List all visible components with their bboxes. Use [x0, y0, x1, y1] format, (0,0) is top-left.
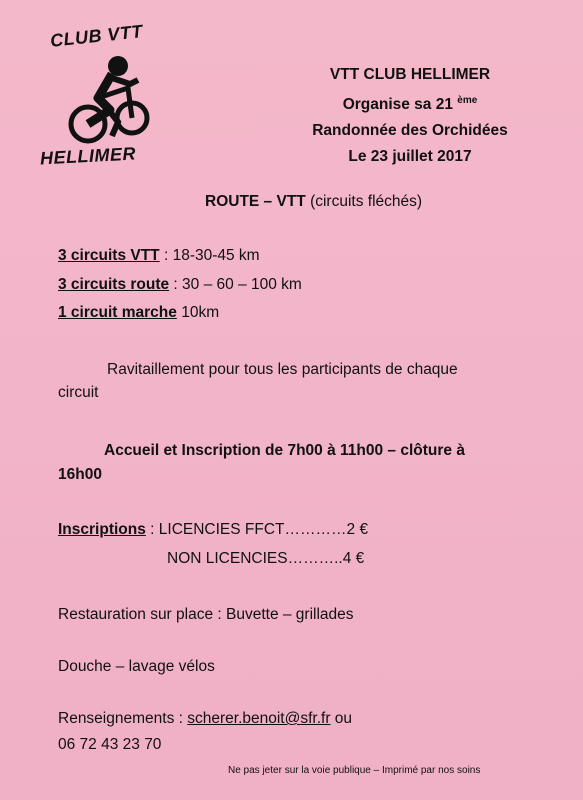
circuit-label: 3 circuits VTT — [58, 247, 160, 264]
renseignements — [58, 710, 352, 728]
email-link[interactable]: scherer.benoit@sfr.fr — [187, 710, 331, 727]
subtitle-rest: (circuits fléchés) — [305, 193, 423, 210]
inscriptions-line1 — [58, 521, 368, 539]
circuit-value: : 30 – 60 – 100 km — [169, 276, 302, 293]
mountain-biker-icon — [68, 52, 153, 147]
accueil-line1: Accueil et Inscription de 7h00 à 11h00 – clôture à — [104, 442, 465, 459]
edition-sup: ème — [457, 95, 478, 106]
inscriptions-label: Inscriptions — [58, 521, 146, 538]
event-name: Randonnée des Orchidées — [312, 122, 508, 140]
footer-note: Ne pas jeter sur la voie publique – Imprimé par nos soins — [228, 765, 481, 776]
circuit-marche — [58, 304, 219, 322]
event-header — [300, 62, 520, 170]
edition-text: Organise sa 21 — [342, 96, 453, 114]
event-date: Le 23 juillet 2017 — [348, 148, 472, 166]
inscriptions-licencies: : LICENCIES FFCT…………2 € — [145, 521, 369, 538]
renseignements-label: Renseignements : — [58, 710, 188, 727]
club-name: VTT CLUB HELLIMER — [329, 66, 491, 83]
circuit-label: 1 circuit marche — [58, 304, 177, 321]
circuit-vtt — [58, 247, 260, 265]
edition-line — [300, 88, 520, 118]
accueil-line2: 16h00 — [58, 466, 102, 483]
phone-number: 06 72 43 23 70 — [58, 736, 162, 753]
circuit-value: : 18-30-45 km — [159, 247, 260, 264]
subtitle — [205, 193, 422, 211]
subtitle-bold: ROUTE – VTT — [205, 193, 306, 210]
douche: Douche – lavage vélos — [58, 658, 215, 675]
circuit-value: 10km — [176, 304, 220, 321]
inscriptions-line2: NON LICENCIES………..4 € — [167, 550, 365, 567]
ravitaillement-line2: circuit — [58, 384, 99, 401]
club-logo — [39, 21, 175, 176]
logo-bottom-text: HELLIMER — [39, 143, 137, 169]
ravitaillement-line1: Ravitaillement pour tous les participants de chaque — [107, 361, 458, 378]
circuit-label: 3 circuits route — [58, 276, 170, 293]
restauration: Restauration sur place : Buvette – grillades — [58, 606, 354, 623]
renseignements-suffix: ou — [330, 710, 353, 727]
circuit-route — [58, 276, 302, 294]
logo-top-text: CLUB VTT — [49, 21, 144, 51]
